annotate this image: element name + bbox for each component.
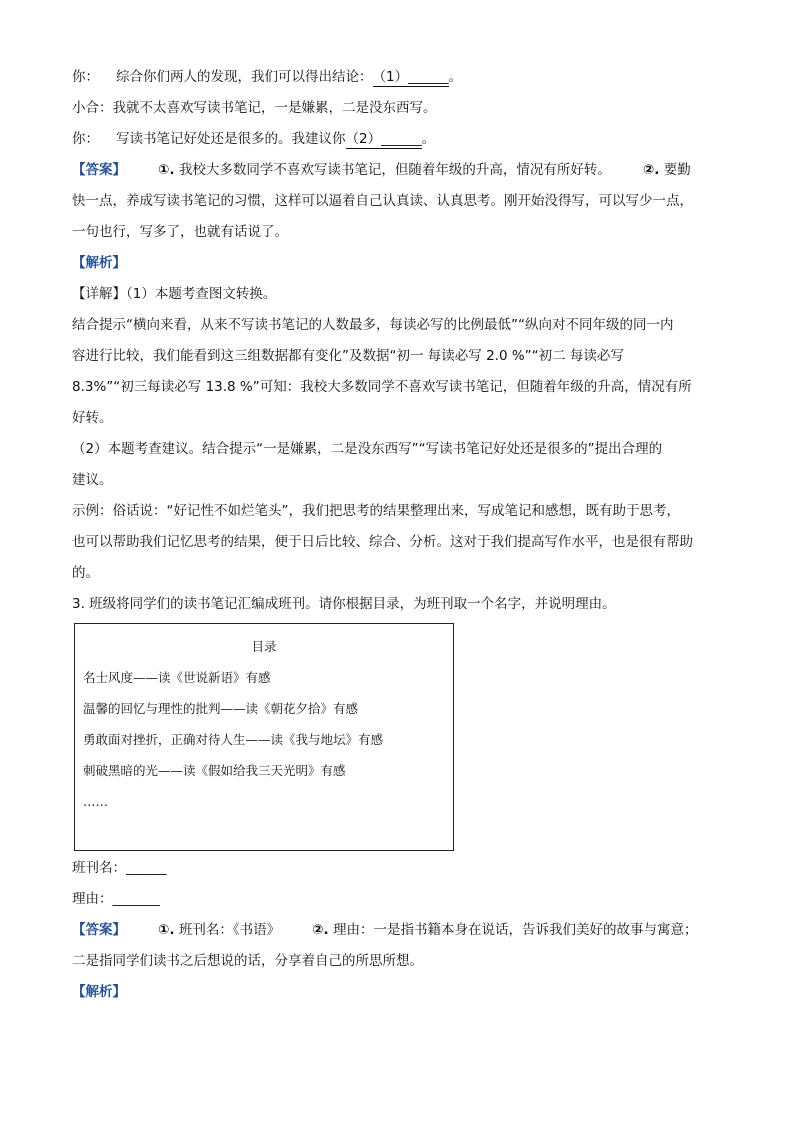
dialogue-text: 我就不太喜欢写读书笔记，一是嫌累，二是没东西写。 [112, 100, 437, 116]
answer-3-line-2: 二是指同学们读书之后想说的话，分享着自己的所思所想。 [72, 953, 423, 969]
answer-num-2: ②. [642, 162, 660, 178]
answer-num-1: ①. [158, 922, 175, 938]
analysis-1-line-7: 建议。 [72, 472, 113, 488]
analysis-1-line-9: 也可以帮助我们记忆思考的结果，便于日后比较、综合、分析。这对于我们提高写作水平，也是很有帮助 [72, 534, 693, 550]
speaker-you: 你： [72, 69, 99, 85]
dialogue-line-you-1 [72, 62, 732, 93]
reason-label: 理由： [72, 891, 113, 907]
speaker-you: 你： [72, 131, 99, 147]
analysis-tag-3 [72, 977, 732, 1008]
journal-name-blank: ______ [126, 860, 167, 876]
answer-text-2: 要勤 [663, 162, 691, 178]
answer-tag: 【答案】 [72, 162, 126, 178]
analysis-1-line-3: 容进行比较，我们能看到这三组数据都有变化”及数据“初一 每读必写 2.0 %”“初二 每读必写 [72, 348, 624, 364]
answer-1-line-3: 一句也行，写多了，也就有话说了。 [72, 224, 288, 240]
analysis-1-line-1 [72, 279, 732, 310]
analysis-text: （1）本题考查图文转换。 [126, 286, 277, 302]
answer-blank-2: （2）______ [345, 131, 422, 147]
answer-text-2: 理由：一是指书籍本身在说话，告诉我们美好的故事与寓意； [332, 922, 698, 938]
dialogue-text: 写读书笔记好处还是很多的。我建议你 [116, 131, 346, 147]
analysis-1-line-4: 8.3%”“初三每读必写 13.8 %”可知：我校大多数同学不喜欢写读书笔记，但随着年级的升高，情况有所 [72, 379, 692, 395]
dialogue-text: 综合你们两人的发现，我们可以得出结论： [116, 69, 373, 85]
toc-item: …… [83, 794, 108, 809]
toc-title: 目录 [251, 639, 277, 654]
answer-num-1: ①. [158, 162, 175, 178]
question-3: 3. 班级将同学们的读书笔记汇编成班刊。请你根据目录，为班刊取一个名字，并说明理由。 [72, 596, 616, 612]
analysis-tag: 【解析】 [72, 255, 126, 271]
dialogue-punct: 。 [448, 69, 463, 85]
toc-item: 刺破黑暗的光——读《假如给我三天光明》有感 [83, 763, 346, 778]
answer-1-line-2: 快一点，养成写读书笔记的习惯，这样可以逼着自己认真读、认真思考。刚开始没得写，可以写少一点， [72, 193, 693, 209]
reason-blank: _______ [112, 891, 160, 907]
answer-num-2: ②. [312, 922, 329, 938]
answer-1-line-1 [72, 155, 732, 186]
answer-text-1: 班刊名：《书语》 [178, 922, 281, 938]
toc-item: 名士风度——读《世说新语》有感 [83, 670, 271, 685]
dialogue-punct: 。 [421, 131, 436, 147]
toc-item: 勇敢面对挫折，正确对待人生——读《我与地坛》有感 [83, 732, 384, 747]
analysis-tag: 【解析】 [72, 984, 126, 1000]
analysis-tag-1 [72, 248, 732, 279]
analysis-1-line-5: 好转。 [72, 410, 113, 426]
page-content [72, 62, 732, 1008]
toc-item: 温馨的回忆与理性的批判——读《朝花夕拾》有感 [83, 701, 359, 716]
answer-tag: 【答案】 [72, 922, 126, 938]
dialogue-line-xiaohe [72, 93, 732, 124]
dialogue-line-you-2 [72, 124, 732, 155]
answer-text-1: 我校大多数同学不喜欢写读书笔记，但随着年级的升高，情况有所好转。 [178, 162, 611, 178]
answer-blank-1: （1）______ [372, 69, 449, 85]
speaker-xiaohe: 小合： [72, 100, 113, 116]
reason-line [72, 884, 732, 915]
analysis-1-line-10: 的。 [72, 565, 99, 581]
analysis-1-line-6: （2）本题考查建议。结合提示“一是嫌累，二是没东西写”“写读书笔记好处还是很多的”提出合理的 [72, 441, 663, 457]
analysis-1-line-8: 示例：俗话说：“好记性不如烂笔头”，我们把思考的结果整理出来，写成笔记和感想，既有助于思考， [72, 503, 680, 519]
detail-tag: 【详解】 [72, 286, 126, 302]
journal-name-label: 班刊名： [72, 860, 126, 876]
analysis-1-line-2: 结合提示“横向来看，从来不写读书笔记的人数最多，每读必写的比例最低”“纵向对不同年级的同一内 [72, 317, 674, 333]
table-of-contents-box [74, 623, 454, 851]
answer-3-line-1 [72, 915, 732, 946]
journal-name-line [72, 853, 732, 884]
